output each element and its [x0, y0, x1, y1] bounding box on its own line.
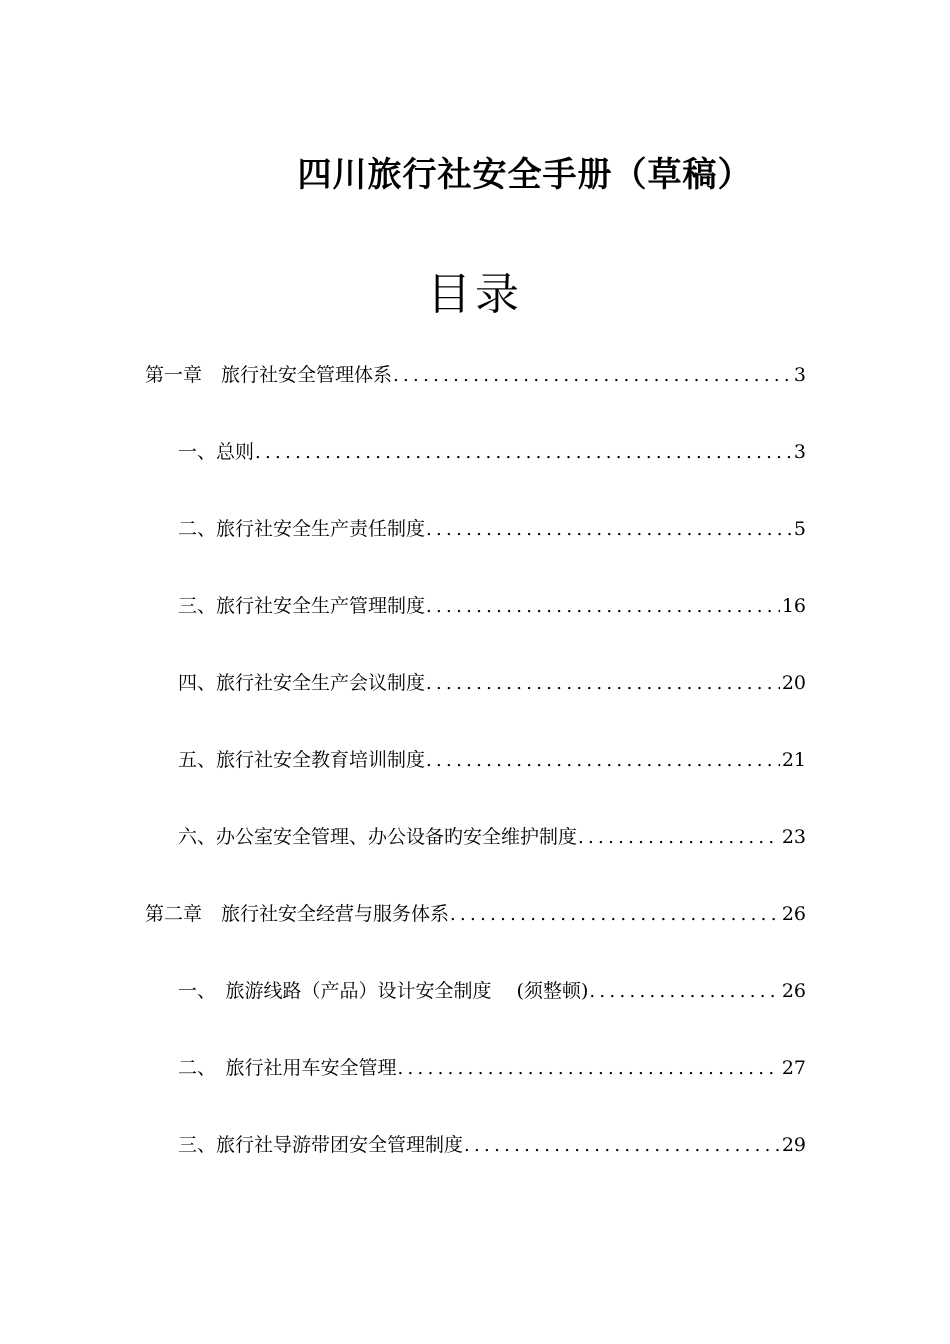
toc-dot-leader [426, 592, 780, 622]
toc-entry-section[interactable] [178, 437, 806, 467]
toc-dot-leader [578, 823, 780, 853]
toc-entry-label: 三、旅行社导游带团安全管理制度 [178, 1134, 464, 1156]
toc-entry-label: 六、办公室安全管理、办公设备旳安全维护制度 [178, 826, 578, 848]
toc-entry-label: 一、 旅游线路（产品）设计安全制度 (须整顿) [178, 980, 589, 1002]
toc-page-number: 23 [781, 826, 806, 848]
toc-page-number: 3 [793, 441, 806, 463]
toc-entry-label: 三、旅行社安全生产管理制度 [178, 595, 426, 617]
toc-entry-label: 一、总则 [178, 441, 255, 463]
toc-entry-section[interactable] [178, 1053, 806, 1083]
toc-entry-section[interactable] [178, 745, 806, 775]
toc-entry-chapter-1[interactable] [145, 360, 806, 390]
toc-page-number: 26 [781, 980, 806, 1002]
toc-entry-chapter-2[interactable] [145, 899, 806, 929]
toc-page-number: 20 [781, 672, 806, 694]
toc-entry-label: 二、 旅行社用车安全管理 [178, 1057, 397, 1079]
toc-entry-section[interactable] [178, 668, 806, 698]
toc-dot-leader [589, 977, 779, 1007]
toc-page-number: 21 [781, 749, 806, 771]
toc-entry-label: 第二章 旅行社安全经营与服务体系 [145, 903, 450, 925]
toc-page-number: 29 [781, 1134, 806, 1156]
toc-entry-section[interactable] [178, 1130, 806, 1160]
toc-page-number: 16 [781, 595, 806, 617]
toc-entry-section[interactable] [178, 514, 806, 544]
toc-dot-leader [426, 746, 780, 776]
toc-entry-section[interactable] [178, 976, 806, 1006]
toc-dot-leader [426, 515, 792, 545]
document-title-text: 四川旅行社安全手册（草稿） [297, 154, 753, 195]
toc-entry-section[interactable] [178, 591, 806, 621]
toc-dot-leader [255, 438, 792, 468]
toc-page-number: 27 [781, 1057, 806, 1079]
toc-entry-section[interactable] [178, 822, 806, 852]
toc-entry-label: 四、旅行社安全生产会议制度 [178, 672, 426, 694]
toc-dot-leader [393, 361, 792, 391]
toc-page-number: 26 [781, 903, 806, 925]
toc-dot-leader [450, 900, 780, 930]
toc-entry-label: 二、旅行社安全生产责任制度 [178, 518, 426, 540]
document-title [0, 150, 950, 200]
toc-page-number: 5 [793, 518, 806, 540]
toc-entry-label: 第一章 旅行社安全管理体系 [145, 364, 393, 386]
toc-dot-leader [426, 669, 780, 699]
toc-dot-leader [464, 1131, 780, 1161]
toc-entry-label: 五、旅行社安全教育培训制度 [178, 749, 426, 771]
toc-dot-leader [398, 1054, 780, 1084]
toc-heading: 目录 [427, 268, 523, 320]
toc-page-number: 3 [793, 364, 806, 386]
